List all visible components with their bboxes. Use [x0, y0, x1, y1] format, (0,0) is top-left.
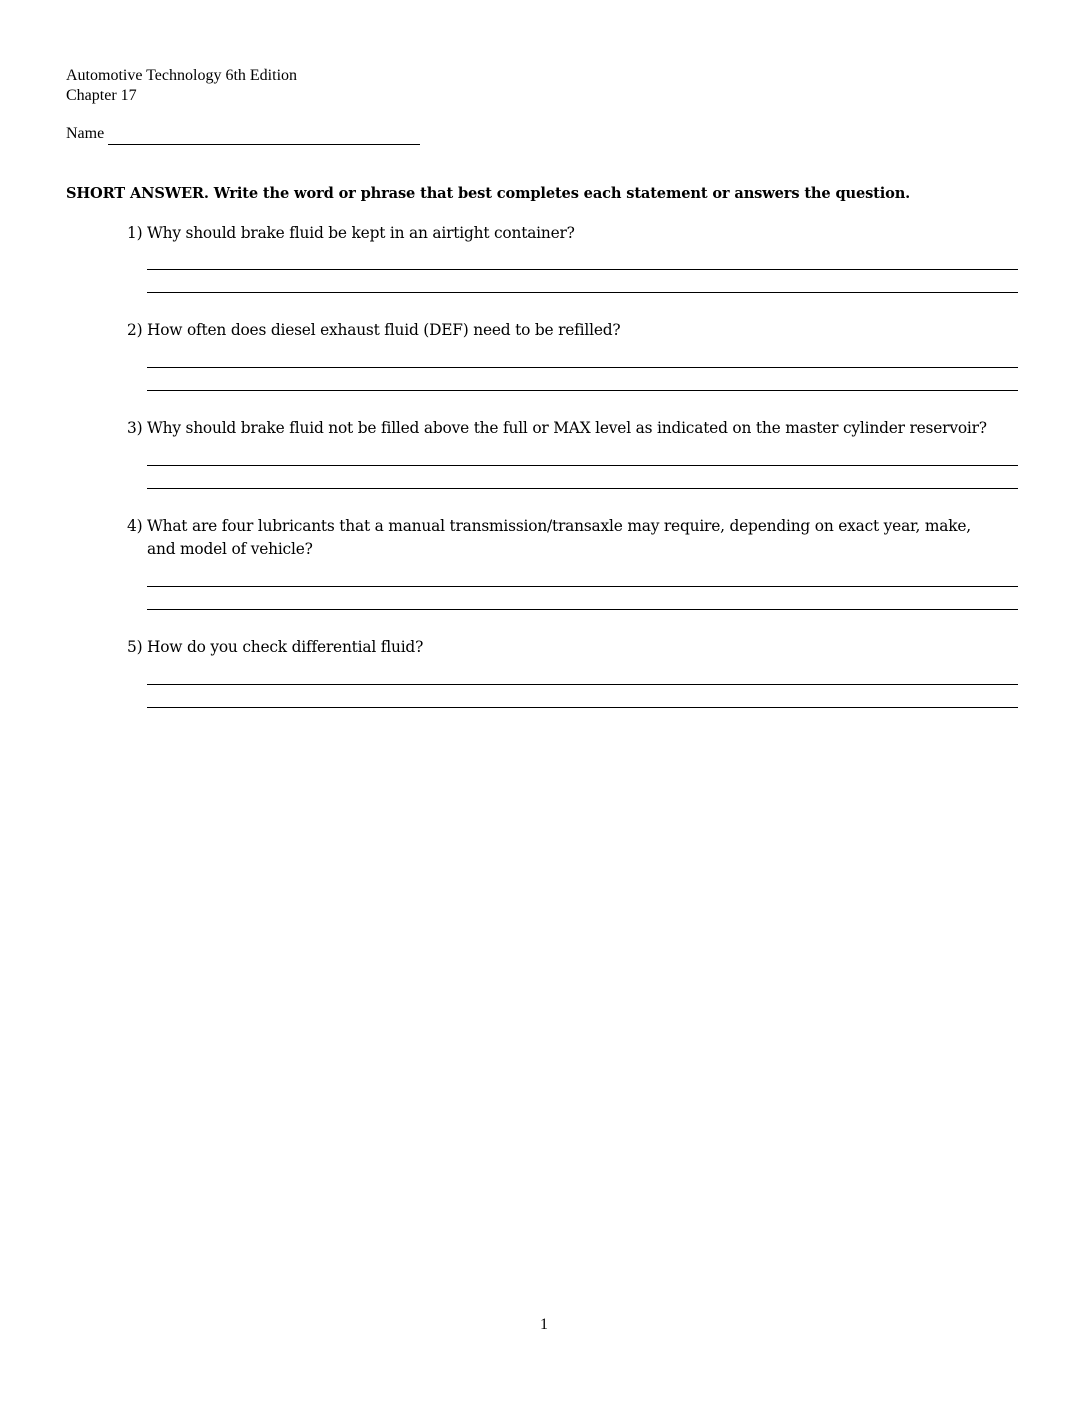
question-text: What are four lubricants that a manual transmission/transaxle may require, depending on exact year, make,	[147, 517, 972, 535]
question-text: Why should brake fluid be kept in an airtight container?	[147, 224, 575, 242]
question-2	[127, 321, 620, 339]
name-field-line[interactable]	[108, 144, 420, 145]
answer-line[interactable]	[147, 609, 1018, 610]
answer-line[interactable]	[147, 390, 1018, 391]
answer-line[interactable]	[147, 586, 1018, 587]
question-3	[127, 419, 987, 437]
question-4-continued: and model of vehicle?	[147, 540, 313, 558]
question-text: How often does diesel exhaust fluid (DEF) need to be refilled?	[147, 321, 621, 339]
answer-line[interactable]	[147, 269, 1018, 270]
answer-line[interactable]	[147, 488, 1018, 489]
answer-line[interactable]	[147, 367, 1018, 368]
question-number: 1)	[127, 224, 143, 242]
answer-line[interactable]	[147, 707, 1018, 708]
answer-line[interactable]	[147, 684, 1018, 685]
question-number: 5)	[127, 638, 143, 656]
answer-line[interactable]	[147, 465, 1018, 466]
instructions: SHORT ANSWER. Write the word or phrase that best completes each statement or answers the question.	[66, 185, 911, 202]
question-number: 4)	[127, 517, 143, 535]
question-5	[127, 638, 423, 656]
question-1	[127, 224, 575, 242]
question-number: 2)	[127, 321, 143, 339]
chapter-label: Chapter 17	[66, 87, 137, 104]
question-text: Why should brake fluid not be filled above the full or MAX level as indicated on the master cylinder reservoir?	[147, 419, 987, 437]
question-number: 3)	[127, 419, 143, 437]
answer-line[interactable]	[147, 292, 1018, 293]
name-label: Name	[66, 125, 105, 142]
question-4	[127, 517, 971, 535]
question-text: How do you check differential fluid?	[147, 638, 424, 656]
document-title: Automotive Technology 6th Edition	[66, 67, 298, 84]
page-number: 1	[540, 1316, 548, 1333]
